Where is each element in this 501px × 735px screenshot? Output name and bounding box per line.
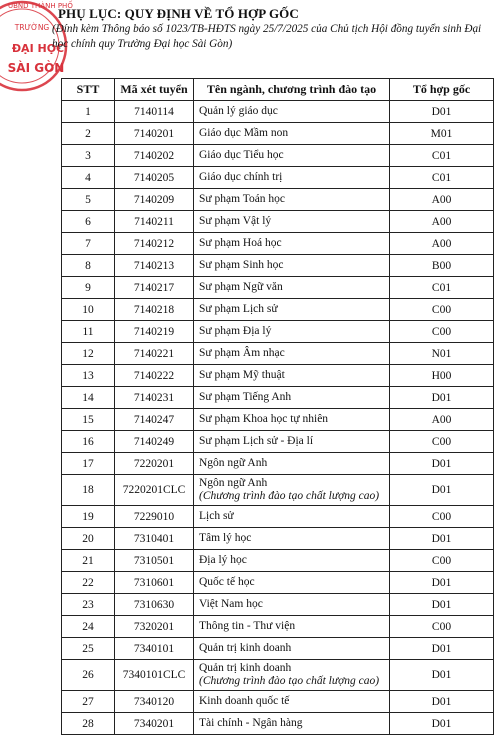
combination-table [61,78,494,735]
row-code: 7140212 [115,233,194,255]
row-combo: M01 [390,123,494,145]
row-program-name [194,550,390,572]
row-program-name [194,233,390,255]
row-code: 7140114 [115,101,194,123]
program-name-text: Việt Nam học [199,598,263,610]
row-combo: C00 [390,550,494,572]
row-code: 7310630 [115,594,194,616]
header-combo: Tổ hợp gốc [390,79,494,101]
table-row [62,594,494,616]
row-program-name [194,713,390,735]
program-name-text: Sư phạm Địa lý [199,325,272,337]
row-program-name [194,299,390,321]
row-code: 7140202 [115,145,194,167]
row-code: 7140247 [115,409,194,431]
row-code: 7320201 [115,616,194,638]
table-row [62,387,494,409]
row-stt: 12 [62,343,115,365]
table-row [62,167,494,189]
row-stt: 16 [62,431,115,453]
table-row [62,365,494,387]
program-name-text: Ngôn ngữ Anh [199,457,268,469]
row-combo: A00 [390,211,494,233]
program-name-text: Quốc tế học [199,576,255,588]
row-program-name [194,255,390,277]
stamp-line2: TRƯỜNG [14,23,50,32]
row-program-name [194,660,390,691]
row-code: 7340101CLC [115,660,194,691]
row-stt: 8 [62,255,115,277]
table-row [62,409,494,431]
table-row [62,638,494,660]
row-stt: 24 [62,616,115,638]
row-combo: D01 [390,453,494,475]
row-combo: A00 [390,409,494,431]
program-name-text: Quản trị kinh doanh [199,662,292,674]
row-program-name [194,321,390,343]
program-name-text: Ngôn ngữ Anh [199,477,268,489]
row-program-name [194,145,390,167]
row-program-name [194,167,390,189]
row-code: 7140222 [115,365,194,387]
program-name-text: Sư phạm Khoa học tự nhiên [199,413,329,425]
row-program-name [194,572,390,594]
row-stt: 15 [62,409,115,431]
row-stt: 18 [62,475,115,506]
program-name-text: Sư phạm Toán học [199,193,286,205]
program-name-text: Kinh doanh quốc tế [199,695,290,707]
table-row [62,145,494,167]
row-combo: D01 [390,691,494,713]
row-combo: D01 [390,638,494,660]
row-stt: 9 [62,277,115,299]
program-name-text: Quản lý giáo dục [199,105,278,117]
row-combo: H00 [390,365,494,387]
program-name-text: Quản trị kinh doanh [199,642,292,654]
program-name-text: Giáo dục chính trị [199,171,283,183]
row-stt: 26 [62,660,115,691]
program-name-text: Sư phạm Vật lý [199,215,272,227]
row-program-name [194,277,390,299]
row-program-name [194,123,390,145]
row-stt: 25 [62,638,115,660]
row-combo: C00 [390,616,494,638]
row-combo: A00 [390,189,494,211]
program-name-text: Sư phạm Lịch sử - Địa lí [199,435,314,447]
row-code: 7140205 [115,167,194,189]
table-row [62,101,494,123]
table-row [62,189,494,211]
row-code: 7310601 [115,572,194,594]
row-program-name [194,475,390,506]
row-program-name [194,387,390,409]
program-name-text: Sư phạm Ngữ văn [199,281,283,293]
row-combo: D01 [390,101,494,123]
row-program-name [194,409,390,431]
row-stt: 11 [62,321,115,343]
document-subtitle: (Đính kèm Thông báo số 1023/TB-HĐTS ngày 25/7/2025 của Chủ tịch Hội đồng tuyển sinh Đại học chính quy Trường Đại học Sài Gòn) [52,23,482,50]
row-stt: 28 [62,713,115,735]
row-program-name [194,453,390,475]
table-row [62,616,494,638]
header-name: Tên ngành, chương trình đào tạo [194,79,390,101]
program-name-text: Tâm lý học [199,532,252,544]
row-combo: D01 [390,660,494,691]
row-code: 7140231 [115,387,194,409]
row-code: 7340201 [115,713,194,735]
row-stt: 27 [62,691,115,713]
row-stt: 23 [62,594,115,616]
table-row [62,123,494,145]
stamp-line4: SÀI GÒN [7,61,65,75]
row-program-name [194,528,390,550]
row-code: 7229010 [115,506,194,528]
table-row [62,321,494,343]
row-code: 7140249 [115,431,194,453]
table-row [62,453,494,475]
row-combo: C00 [390,506,494,528]
row-combo: C01 [390,277,494,299]
row-stt: 20 [62,528,115,550]
program-name-text: Thông tin - Thư viện [199,620,296,632]
table-row [62,506,494,528]
program-name-text: Địa lý học [199,554,247,566]
program-name-text: Sư phạm Tiếng Anh [199,391,292,403]
table-row [62,528,494,550]
row-combo: N01 [390,343,494,365]
row-code: 7140211 [115,211,194,233]
row-combo: D01 [390,594,494,616]
table-header-row [62,79,494,101]
row-combo: D01 [390,572,494,594]
row-code: 7140217 [115,277,194,299]
row-combo: D01 [390,528,494,550]
table-row [62,255,494,277]
row-combo: D01 [390,713,494,735]
table-row [62,211,494,233]
row-code: 7340101 [115,638,194,660]
row-program-name [194,616,390,638]
header-stt: STT [62,79,115,101]
program-name-text: Tài chính - Ngân hàng [199,717,303,729]
table-row [62,475,494,506]
row-code: 7140221 [115,343,194,365]
row-stt: 4 [62,167,115,189]
row-combo: C01 [390,167,494,189]
row-stt: 10 [62,299,115,321]
row-stt: 13 [62,365,115,387]
header-code: Mã xét tuyển [115,79,194,101]
program-name-text: Sư phạm Sinh học [199,259,284,271]
row-combo: C00 [390,321,494,343]
program-name-text: Giáo dục Mầm non [199,127,289,139]
row-combo: C00 [390,299,494,321]
table-row [62,713,494,735]
row-program-name [194,101,390,123]
row-program-name [194,343,390,365]
row-program-name [194,431,390,453]
row-stt: 7 [62,233,115,255]
row-combo: C01 [390,145,494,167]
row-program-name [194,365,390,387]
program-note-text: (Chương trình đào tạo chất lượng cao) [199,675,380,687]
row-code: 7220201CLC [115,475,194,506]
row-stt: 5 [62,189,115,211]
row-combo: D01 [390,387,494,409]
row-stt: 14 [62,387,115,409]
row-code: 7310501 [115,550,194,572]
program-name-text: Giáo dục Tiểu học [199,149,284,161]
row-code: 7140201 [115,123,194,145]
row-stt: 17 [62,453,115,475]
stamp-line1: UBND THÀNH PHỐ [8,2,73,10]
row-code: 7140218 [115,299,194,321]
row-program-name [194,211,390,233]
table-row [62,660,494,691]
row-stt: 1 [62,101,115,123]
table-row [62,572,494,594]
row-code: 7310401 [115,528,194,550]
row-combo: A00 [390,233,494,255]
table-row [62,277,494,299]
program-name-text: Lịch sử [199,510,234,522]
row-program-name [194,691,390,713]
row-stt: 19 [62,506,115,528]
row-stt: 6 [62,211,115,233]
program-name-text: Sư phạm Mỹ thuật [199,369,285,381]
row-stt: 3 [62,145,115,167]
row-program-name [194,189,390,211]
row-stt: 22 [62,572,115,594]
row-code: 7340120 [115,691,194,713]
row-code: 7140213 [115,255,194,277]
row-code: 7220201 [115,453,194,475]
program-note-text: (Chương trình đào tạo chất lượng cao) [199,490,380,502]
row-code: 7140209 [115,189,194,211]
row-program-name [194,506,390,528]
row-code: 7140219 [115,321,194,343]
program-name-text: Sư phạm Lịch sử [199,303,278,315]
program-name-text: Sư phạm Âm nhạc [199,347,285,359]
table-row [62,550,494,572]
row-combo: D01 [390,475,494,506]
row-stt: 2 [62,123,115,145]
document-title: PHỤ LỤC: QUY ĐỊNH VỀ TỔ HỢP GỐC [58,6,299,21]
table-row [62,233,494,255]
row-combo: B00 [390,255,494,277]
row-program-name [194,594,390,616]
stamp-line3: ĐẠI HỌC [11,42,65,55]
table-row [62,691,494,713]
table-row [62,431,494,453]
table-row [62,299,494,321]
row-combo: C00 [390,431,494,453]
row-program-name [194,638,390,660]
table-body [62,101,494,735]
row-stt: 21 [62,550,115,572]
table-row [62,343,494,365]
program-name-text: Sư phạm Hoá học [199,237,282,249]
